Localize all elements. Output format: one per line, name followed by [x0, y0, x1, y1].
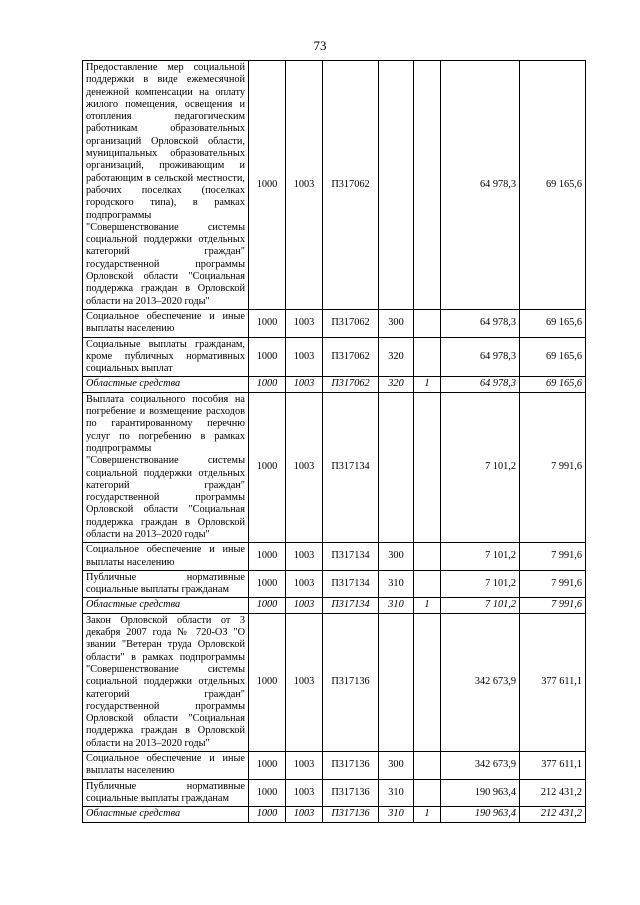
table-row-regional-funds: [83, 377, 586, 392]
row-name-cell: Областные средства: [83, 598, 249, 613]
subsection-code-cell: 1003: [286, 309, 323, 337]
subsection-code-cell: 1003: [286, 377, 323, 392]
amount-year1-cell: 64 978,3: [441, 377, 520, 392]
amount-year2-cell: 69 165,6: [520, 337, 586, 377]
amount-year2-cell: 377 611,1: [520, 752, 586, 780]
section-code-cell: 1000: [249, 613, 286, 751]
amount-year2-cell: 212 431,2: [520, 779, 586, 807]
row-name-cell: Областные средства: [83, 377, 249, 392]
amount-year2-cell: 377 611,1: [520, 613, 586, 751]
target-article-cell: П317136: [323, 779, 379, 807]
amount-year1-cell: 64 978,3: [441, 337, 520, 377]
budget-table-body: [83, 61, 586, 823]
target-article-cell: П317062: [323, 377, 379, 392]
amount-year1-cell: 7 101,2: [441, 392, 520, 543]
expense-type-cell: 310: [379, 779, 414, 807]
row-name-cell: Предоставление мер социальной поддержки в виде ежемесячной денежной компенсации на оплату жилого помещения, освещения и отопления педагогическим работникам образовательных организаций Орловской области, муниципальных образовательных организаций, проживающим и работающим в сельской местности, рабочих поселках (поселках городского типа), в рамках подпрограммы "Совершенствование системы социальной поддержки отдельных категорий граждан" государственной программы Орловской области "Социальная поддержка граждан в Орловской области на 2013–2020 годы": [83, 61, 249, 310]
subsection-code-cell: 1003: [286, 779, 323, 807]
table-row: [83, 392, 586, 543]
table-row-regional-funds: [83, 807, 586, 822]
table-row: [83, 309, 586, 337]
subsection-code-cell: 1003: [286, 752, 323, 780]
section-code-cell: 1000: [249, 807, 286, 822]
target-article-cell: П317136: [323, 752, 379, 780]
target-article-cell: П317062: [323, 337, 379, 377]
section-code-cell: 1000: [249, 570, 286, 598]
amount-year2-cell: 69 165,6: [520, 61, 586, 310]
subsection-code-cell: 1003: [286, 543, 323, 571]
funding-source-cell: [414, 779, 441, 807]
row-name-cell: Выплата социального пособия на погребение и возмещение расходов по гарантированному перечню услуг по погребению в рамках подпрограммы "Совершенствование системы социальной поддержки отдельных категорий граждан" государственной программы Орловской области "Социальная поддержка граждан в Орловской области на 2013–2020 годы": [83, 392, 249, 543]
amount-year1-cell: 190 963,4: [441, 779, 520, 807]
amount-year1-cell: 7 101,2: [441, 570, 520, 598]
target-article-cell: П317134: [323, 570, 379, 598]
amount-year2-cell: 69 165,6: [520, 309, 586, 337]
table-row: [83, 337, 586, 377]
table-row: [83, 543, 586, 571]
funding-source-cell: [414, 613, 441, 751]
subsection-code-cell: 1003: [286, 570, 323, 598]
section-code-cell: 1000: [249, 392, 286, 543]
amount-year1-cell: 7 101,2: [441, 598, 520, 613]
amount-year2-cell: 7 991,6: [520, 598, 586, 613]
target-article-cell: П317134: [323, 392, 379, 543]
funding-source-cell: [414, 543, 441, 571]
expense-type-cell: 320: [379, 337, 414, 377]
funding-source-cell: [414, 61, 441, 310]
funding-source-cell: 1: [414, 807, 441, 822]
subsection-code-cell: 1003: [286, 807, 323, 822]
amount-year1-cell: 342 673,9: [441, 613, 520, 751]
section-code-cell: 1000: [249, 779, 286, 807]
expense-type-cell: [379, 61, 414, 310]
funding-source-cell: [414, 570, 441, 598]
expense-type-cell: 310: [379, 807, 414, 822]
table-row: [83, 570, 586, 598]
subsection-code-cell: 1003: [286, 598, 323, 613]
subsection-code-cell: 1003: [286, 337, 323, 377]
amount-year2-cell: 69 165,6: [520, 377, 586, 392]
row-name-cell: Публичные нормативные социальные выплаты гражданам: [83, 779, 249, 807]
section-code-cell: 1000: [249, 598, 286, 613]
expense-type-cell: 300: [379, 543, 414, 571]
funding-source-cell: [414, 309, 441, 337]
amount-year1-cell: 190 963,4: [441, 807, 520, 822]
funding-source-cell: 1: [414, 377, 441, 392]
budget-table: [82, 60, 586, 823]
amount-year1-cell: 64 978,3: [441, 61, 520, 310]
expense-type-cell: 300: [379, 309, 414, 337]
section-code-cell: 1000: [249, 377, 286, 392]
table-row-regional-funds: [83, 598, 586, 613]
table-row: [83, 613, 586, 751]
amount-year1-cell: 7 101,2: [441, 543, 520, 571]
table-row: [83, 61, 586, 310]
expense-type-cell: 300: [379, 752, 414, 780]
row-name-cell: Областные средства: [83, 807, 249, 822]
target-article-cell: П317134: [323, 598, 379, 613]
subsection-code-cell: 1003: [286, 613, 323, 751]
table-row: [83, 779, 586, 807]
row-name-cell: Закон Орловской области от 3 декабря 2007 года № 720-ОЗ "О звании "Ветеран труда Орловской области" в рамках подпрограммы "Совершенствование системы социальной поддержки отдельных категорий граждан" государственной программы Орловской области "Социальная поддержка граждан в Орловской области на 2013–2020 годы": [83, 613, 249, 751]
funding-source-cell: [414, 392, 441, 543]
expense-type-cell: 320: [379, 377, 414, 392]
amount-year2-cell: 7 991,6: [520, 570, 586, 598]
amount-year2-cell: 7 991,6: [520, 392, 586, 543]
funding-source-cell: 1: [414, 598, 441, 613]
row-name-cell: Социальные выплаты гражданам, кроме публичных нормативных социальных выплат: [83, 337, 249, 377]
page-number: 73: [313, 38, 327, 53]
row-name-cell: Социальное обеспечение и иные выплаты населению: [83, 752, 249, 780]
section-code-cell: 1000: [249, 752, 286, 780]
subsection-code-cell: 1003: [286, 61, 323, 310]
subsection-code-cell: 1003: [286, 392, 323, 543]
expense-type-cell: 310: [379, 570, 414, 598]
target-article-cell: П317136: [323, 613, 379, 751]
amount-year2-cell: 212 431,2: [520, 807, 586, 822]
amount-year1-cell: 342 673,9: [441, 752, 520, 780]
expense-type-cell: 310: [379, 598, 414, 613]
section-code-cell: 1000: [249, 309, 286, 337]
funding-source-cell: [414, 752, 441, 780]
target-article-cell: П317136: [323, 807, 379, 822]
target-article-cell: П317062: [323, 309, 379, 337]
section-code-cell: 1000: [249, 543, 286, 571]
row-name-cell: Социальное обеспечение и иные выплаты населению: [83, 309, 249, 337]
table-row: [83, 752, 586, 780]
expense-type-cell: [379, 392, 414, 543]
row-name-cell: Публичные нормативные социальные выплаты гражданам: [83, 570, 249, 598]
target-article-cell: П317134: [323, 543, 379, 571]
amount-year1-cell: 64 978,3: [441, 309, 520, 337]
amount-year2-cell: 7 991,6: [520, 543, 586, 571]
section-code-cell: 1000: [249, 61, 286, 310]
expense-type-cell: [379, 613, 414, 751]
row-name-cell: Социальное обеспечение и иные выплаты населению: [83, 543, 249, 571]
target-article-cell: П317062: [323, 61, 379, 310]
funding-source-cell: [414, 337, 441, 377]
section-code-cell: 1000: [249, 337, 286, 377]
